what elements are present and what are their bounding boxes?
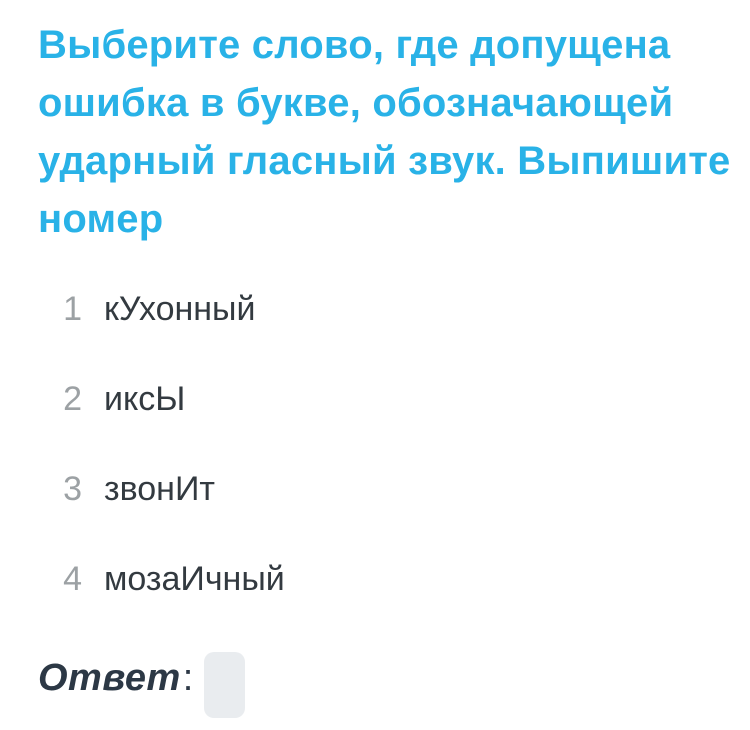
options-list (59, 292, 285, 596)
question-line: Выберите слово, где допущена (38, 23, 671, 67)
question-line: номер (38, 197, 164, 241)
option-word: иксЫ (104, 380, 186, 418)
option-word: кУхонный (104, 290, 256, 328)
option-number: 1 (63, 290, 82, 328)
option-word: звонИт (104, 470, 215, 508)
option-number: 3 (63, 470, 82, 508)
answer-row (38, 652, 245, 718)
question-line: ошибка в букве, обозначающей (38, 81, 674, 125)
option-row-1 (59, 292, 285, 326)
question-title (38, 16, 731, 248)
answer-input[interactable] (204, 652, 245, 718)
option-number: 4 (63, 560, 82, 598)
answer-colon: : (182, 657, 194, 699)
option-row-4 (59, 562, 285, 596)
option-number: 2 (63, 380, 82, 418)
option-row-3 (59, 472, 285, 506)
answer-label: Ответ (38, 657, 181, 699)
question-line: ударный гласный звук. Выпишите (38, 139, 731, 183)
option-row-2 (59, 382, 285, 416)
option-word: мозаИчный (104, 560, 285, 598)
